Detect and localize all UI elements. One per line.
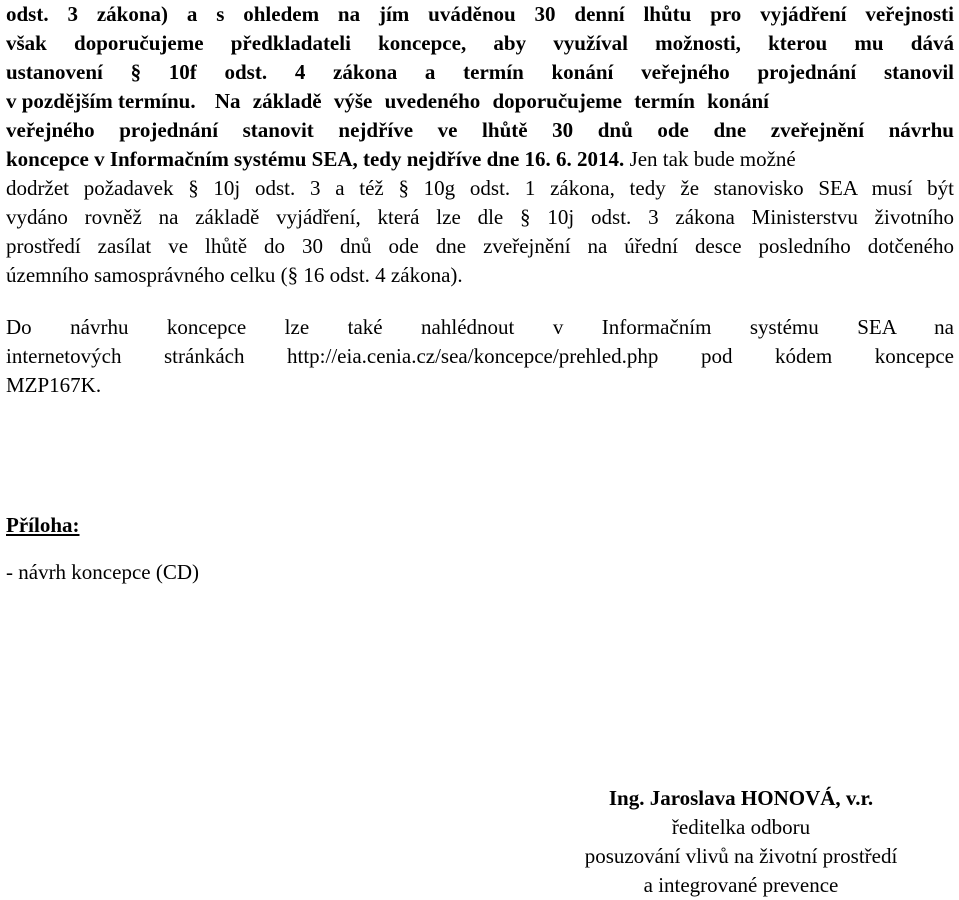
p1-line-3: ustanovení § 10f odst. 4 zákona a termín konání veřejného projednání stanovil [6,60,954,84]
p1-line-10: územního samosprávného celku (§ 16 odst. 4 zákona). [6,263,463,287]
p1-line-6-wrap [6,145,954,174]
p1-line-4a: v pozdějším termínu. [6,89,196,113]
p2-line-1: Do návrhu koncepce lze také nahlédnout v Informačním systému SEA na [6,315,954,339]
p2-line-2: internetových stránkách http://eia.cenia.cz/sea/koncepce/prehled.php pod kódem koncepce [6,344,954,368]
p1-line-6a: koncepce v Informačním systému SEA, tedy nejdříve dne 16. 6. 2014. [6,147,625,171]
signature-name: Ing. Jaroslava HONOVÁ, v.r. [608,786,874,810]
p1-line-8: vydáno rovněž na základě vyjádření, která lze dle § 10j odst. 3 zákona Ministerstvu životního [6,205,954,229]
signature-department-line2: a integrované prevence [643,873,839,897]
p1-line-4b: Na základě výše uvedeného doporučujeme termín konání [214,89,770,113]
signature-department-line1: posuzování vlivů na životní prostředí [584,844,898,868]
p1-line-6b: Jen tak bude možné [629,147,796,171]
p1-line-1: odst. 3 zákona) a s ohledem na jím uváděnou 30 denní lhůtu pro vyjádření veřejnosti [6,2,954,26]
p1-line-2: však doporučujeme předkladateli koncepce, aby využíval možnosti, kterou mu dává [6,31,954,55]
p1-line-9: prostředí zasílat ve lhůtě do 30 dnů ode dne zveřejnění na úřední desce posledního dotčeného [6,234,954,258]
attachment-item: - návrh koncepce (CD) [6,560,199,584]
signature-role: ředitelka odboru [671,815,811,839]
p1-line-4-wrap [6,87,954,116]
p1-line-7: dodržet požadavek § 10j odst. 3 a též § 10g odst. 1 zákona, tedy že stanovisko SEA musí být [6,176,954,200]
attachment-heading: Příloha: [6,513,80,537]
p1-line-5: veřejného projednání stanovit nejdříve ve lhůtě 30 dnů ode dne zveřejnění návrhu [6,118,954,142]
p2-line-3: MZP167K. [6,373,102,397]
